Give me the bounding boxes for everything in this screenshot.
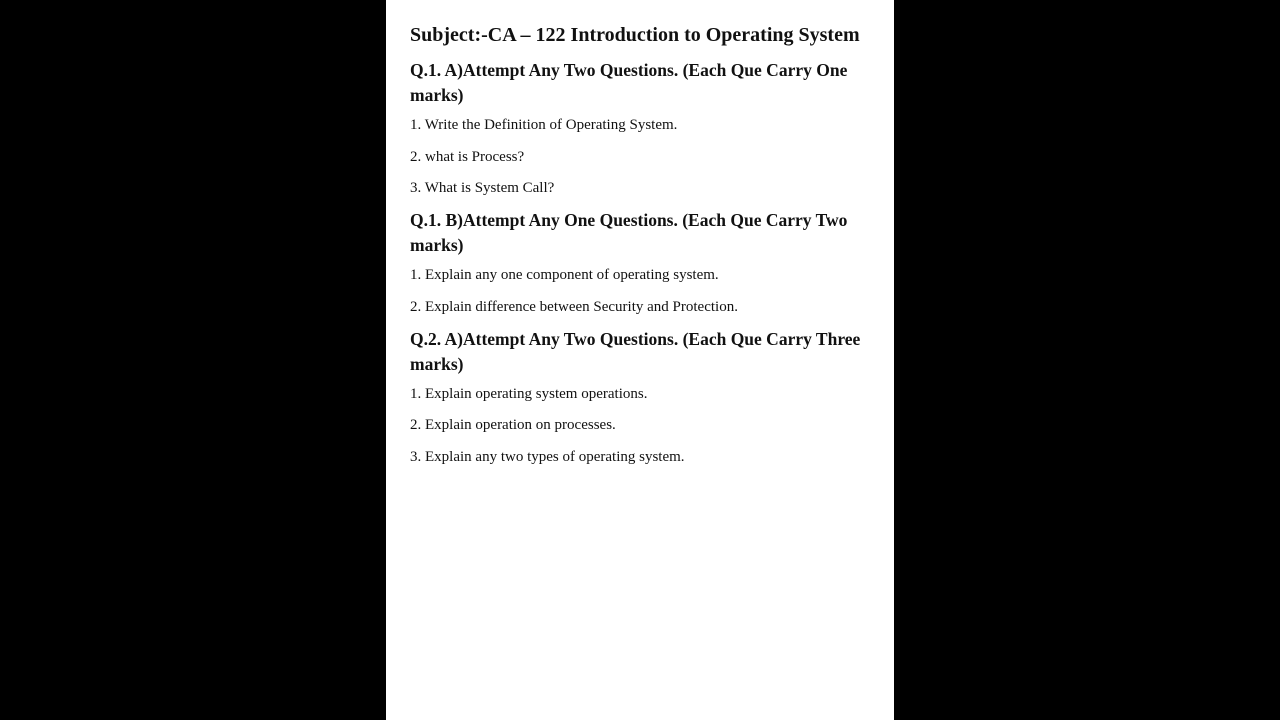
question-item: 3. Explain any two types of operating system. bbox=[410, 448, 685, 465]
question-item: 2. Explain difference between Security and Protection. bbox=[410, 298, 738, 315]
section-heading: Q.2. A)Attempt Any Two Questions. (Each Que Carry Three marks) bbox=[410, 328, 861, 374]
section-heading: Q.1. B)Attempt Any One Questions. (Each Que Carry Two marks) bbox=[410, 210, 848, 255]
question-item: 2. Explain operation on processes. bbox=[410, 417, 616, 433]
section-q2a bbox=[410, 327, 894, 467]
question-item: 1. Explain any one component of operating system. bbox=[410, 267, 719, 283]
question-item: 3. What is System Call? bbox=[410, 180, 555, 196]
section-heading: Q.1. A)Attempt Any Two Questions. (Each Que Carry One marks) bbox=[410, 60, 848, 105]
section-q1b bbox=[410, 208, 894, 317]
question-item: 1. Write the Definition of Operating System. bbox=[410, 117, 678, 133]
question-item: 1. Explain operating system operations. bbox=[410, 385, 648, 402]
document-page bbox=[386, 0, 894, 720]
section-q1a bbox=[410, 58, 894, 198]
page-title: Subject:-CA – 122 Introduction to Operating System bbox=[410, 24, 860, 46]
question-item: 2. what is Process? bbox=[410, 148, 525, 165]
